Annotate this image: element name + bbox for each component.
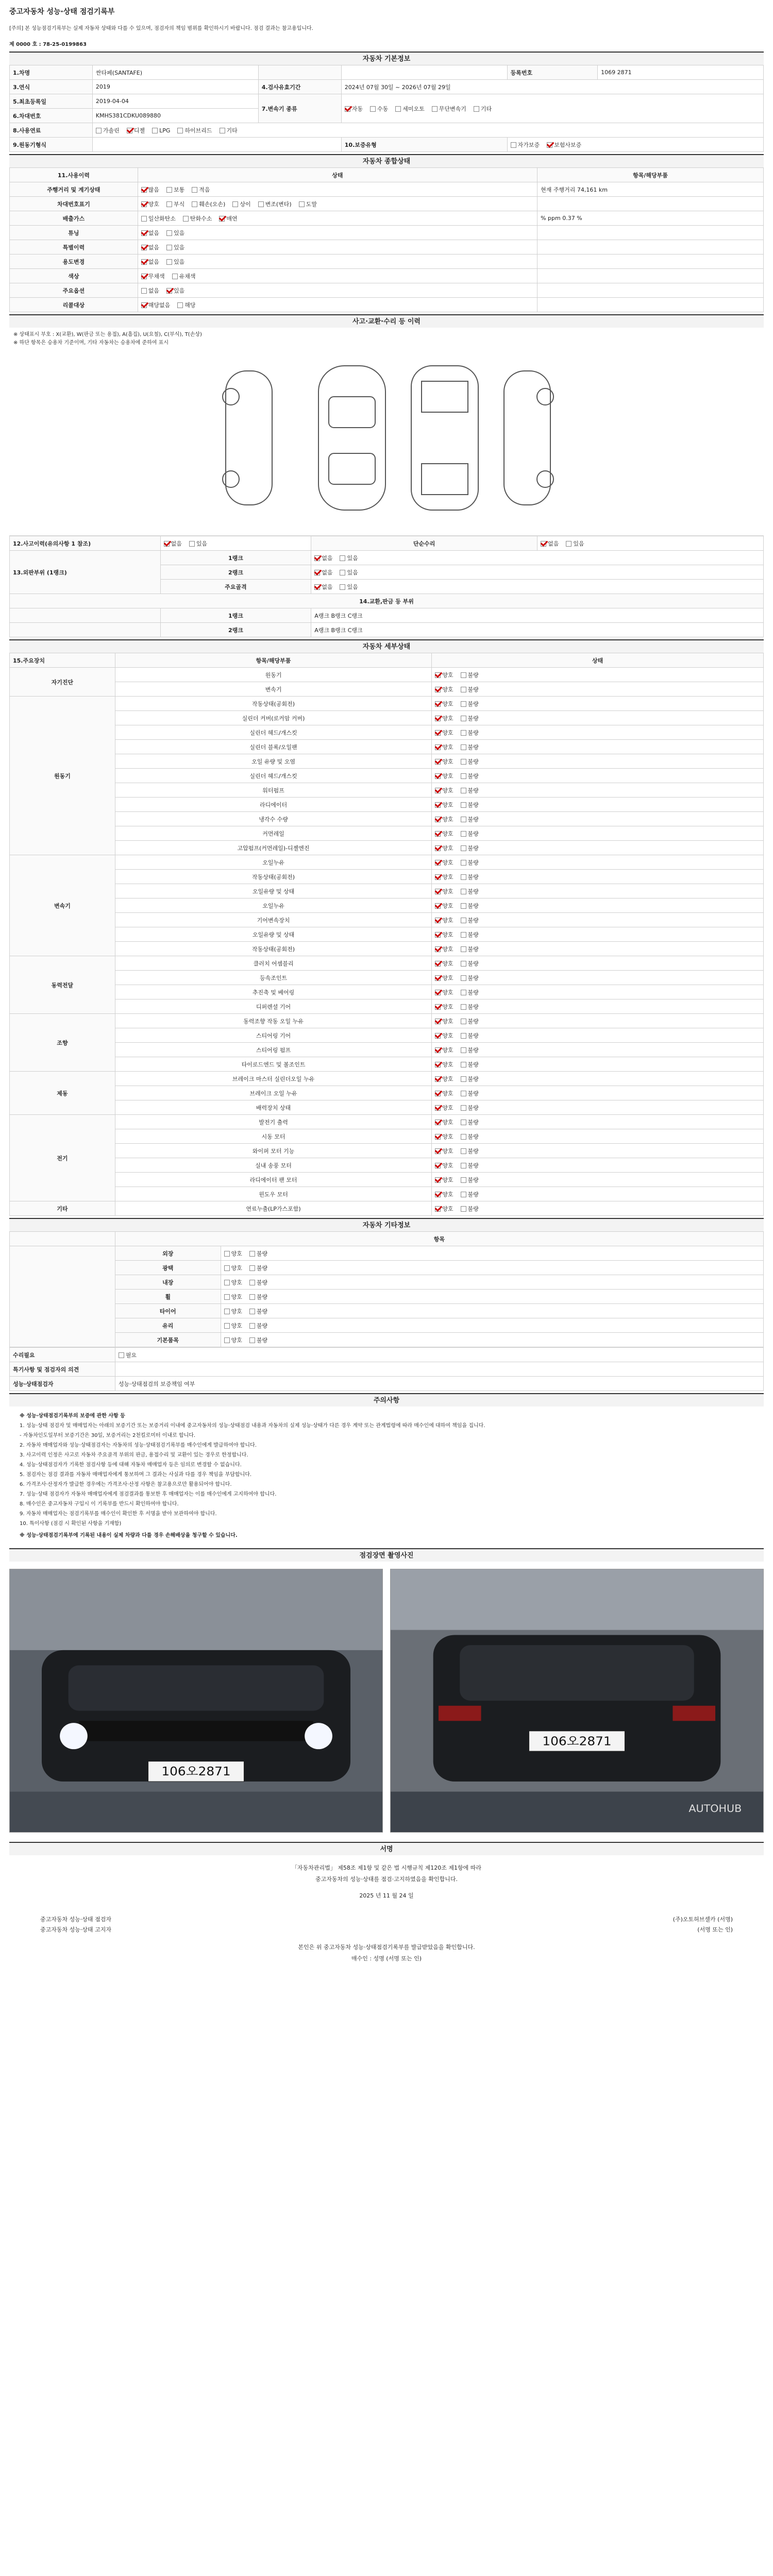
table-row: 차대번호표기 양호 부식 훼손(오손) 상이 변조(변타) 도말 [10, 197, 764, 211]
table-row: 추진축 및 베어링 양호 불량 [10, 985, 764, 999]
table-row: 동력전달 클러치 어셈블리 양호 불량 [10, 956, 764, 971]
year-value: 2019 [92, 80, 258, 94]
guarantee-options: 자가보증 보험사보증 [507, 138, 763, 152]
table-row: 타이어 양호 불량 [10, 1304, 764, 1318]
table-row: 브레이크 오일 누유 양호 불량 [10, 1086, 764, 1100]
table-row: 배출가스 일산화탄소 탄화수소 매연 % ppm 0.37 % [10, 211, 764, 226]
car-name-value: 싼타페(SANTAFE) [92, 65, 258, 80]
table-row: 주요옵션 없음 있음 [10, 283, 764, 298]
year-label: 3.연식 [10, 80, 93, 94]
car-outline-icon [9, 350, 764, 526]
section-sign: 서명 [9, 1842, 764, 1855]
document-title: 중고자동차 성능·상태 점검기록부 [9, 8, 115, 16]
fuel-options: 가솔린 디젤 LPG 하이브리드 기타 [92, 123, 763, 138]
table-row: 원동기 작동상태(공회전) 양호 불량 [10, 697, 764, 711]
plate-value: 1069 2871 [598, 65, 764, 80]
trans-label: 7.변속기 종류 [258, 94, 341, 123]
table-row: 스티어링 펌프 양호 불량 [10, 1043, 764, 1057]
table-row: 윈도우 모터 양호 불량 [10, 1187, 764, 1201]
table-row: 기타 연료누출(LP가스포함) 양호 불량 [10, 1201, 764, 1216]
car-name-label: 1.차명 [10, 65, 93, 80]
col-header: 11.사용이력 [10, 168, 138, 182]
col-header: 항목/해당부품 [537, 168, 764, 182]
notes-list: ※ 성능·상태점검기록부의 보증에 관한 사항 등 1. 성능·상태 점검자 및 매매업자는 아래의 보증기간 또는 보증거리 이내에 중고자동차의 성능·상태점검 내용과 자동차의 실제 성능·상태가 다른 경우 계약 또는 관계법령에 따라 매수인에 대하여 책임을 집니다. - 자동차인도일부터 보증기간은 30일, 보증거리는 2천킬로미터 이내로 합니다. 2. 자동차 매매업자와 성능·상태점검자는 자동차의 성능·상태점검기록부를 매수인에게 발급하여야 합니다. 3. 사고이력 인정은 사고로 자동차 주요골격 부위의 판금, 용접수리 및 교환이 있는 경우로 한정합니다. 4. 성능·상태점검자가 기록한 점검사항 등에 대해 자동차 매매업자 등은 임의로 변경할 수 없습니다. 5. 점검자는 점검 결과를 자동차 매매업자에게 통보하며 그 결과는 사실과 다를 경우 책임을 부담합니다. 6. 가격조사·산정자가 발급한 경우에는 가격조사·산정 사항은 참고용으로만 활용되어야 합니다. 7. 성능·상태 점검자가 자동차 매매업자에게 점검결과를 통보한 후 매매업자는 이를 매수인에게 고지하여야 합니다. 8. 매수인은 중고자동차 구입시 이 기록부를 반드시 확인하여야 합니다. 9. 자동차 매매업자는 점검기록부를 매수인이 확인한 후 서명을 받아 보관하여야 합니다. 10. 특이사항 (점검 시 확인된 사항을 기재함) ※ 성능·상태점검기록부에 기록된 내용이 실제 차량과 다를 경우 손해배상을 청구할 수 있습니다. [20, 1413, 485, 1538]
checkbox[interactable] [474, 106, 479, 112]
table-row: 오일유량 및 상태 양호 불량 [10, 927, 764, 942]
table-row: 디퍼렌셜 기어 양호 불량 [10, 999, 764, 1014]
table-row: 라디에이터 팬 모터 양호 불량 [10, 1173, 764, 1187]
table-row: 기어변속장치 양호 불량 [10, 913, 764, 927]
table-row: 실린더 헤드/개스킷 양호 불량 [10, 725, 764, 740]
plate-label: 등록번호 [507, 65, 598, 80]
front-car-photo [9, 1569, 383, 1833]
table-row: 워터펌프 양호 불량 [10, 783, 764, 798]
table-row: 조향 동력조향 작동 오일 누유 양호 불량 [10, 1014, 764, 1028]
table-row: 색상 무채색 유채색 [10, 269, 764, 283]
checkbox[interactable] [432, 106, 438, 112]
table-row: 전기 발전기 출력 양호 불량 [10, 1115, 764, 1129]
etc-footer-table: 수리필요 필요 특기사항 및 점검자의 의견 성능·상태점검자 성능·상태점검의 보증책임 여부 [9, 1347, 764, 1391]
table-row: 변속기 오일누유 양호 불량 [10, 855, 764, 870]
notice-text: [주의] 본 성능점검기록부는 실제 자동차 상태와 다를 수 있으며, 점검자의 책임 범위를 확인하시기 바랍니다. 점검 결과는 참고용입니다. [9, 26, 313, 31]
table-row: 용도변경 없음 있음 [10, 255, 764, 269]
table-row: 오일누유 양호 불량 [10, 899, 764, 913]
table-row: 스티어링 기어 양호 불량 [10, 1028, 764, 1043]
table-row: 실내 송풍 모터 양호 불량 [10, 1158, 764, 1173]
table-row: 기본품목 양호 불량 [10, 1333, 764, 1347]
document-number: 제 0000 호 : 78-25-0199863 [9, 42, 87, 47]
first-reg-value: 2019-04-04 [92, 94, 258, 109]
checkbox[interactable] [395, 106, 401, 112]
table-row: 특별이력 없음 있음 [10, 240, 764, 255]
checkbox[interactable] [127, 128, 132, 133]
checkbox[interactable] [152, 128, 158, 133]
table-row: 광택 양호 불량 [10, 1261, 764, 1275]
table-row: 냉각수 수량 양호 불량 [10, 812, 764, 826]
svg-text:106오2871: 106오2871 [161, 1764, 231, 1778]
etc-table: 항목 외장 양호 불량 광택 양호 불량 내장 양호 불량 휠 양호 불량 타이어 양호 불량 유리 양호 불량 기본품목 양호 불량 [9, 1231, 764, 1347]
col-header: 상태 [138, 168, 537, 182]
table-row: 유리 양호 불량 [10, 1318, 764, 1333]
checkbox[interactable] [511, 142, 516, 148]
checkbox[interactable] [547, 142, 552, 148]
table-row: 실린더 커버(로커암 커버) 양호 불량 [10, 711, 764, 725]
period-label: 4.검사유효기간 [258, 80, 341, 94]
inspection-photos [9, 1562, 764, 1840]
table-row: 튜닝 없음 있음 [10, 226, 764, 240]
vin-label: 6.차대번호 [10, 109, 93, 123]
first-reg-label: 5.최초등록일 [10, 94, 93, 109]
svg-text:106오2871: 106오2871 [542, 1734, 612, 1749]
section-damage: 사고·교환·수리 등 이력 [9, 314, 764, 328]
table-row: 주행거리 및 계기상태 많음 보통 적음 현재 주행거리 74,161 km [10, 182, 764, 197]
table-row: 작동상태(공회전) 양호 불량 [10, 942, 764, 956]
fuel-label: 8.사용연료 [10, 123, 93, 138]
damage-legend: ※ 상태표시 부호 : X(교환), W(판금 또는 용접), A(흠집), U(요철), C(부식), T(손상) ※ 하단 항목은 승용차 기준이며, 기타 자동차는 승용차에 준하여 표시 [13, 332, 202, 346]
checkbox[interactable] [96, 128, 102, 133]
engine-type-value [92, 138, 341, 152]
trans-options: 자동 수동 세미오토 무단변속기 기타 [341, 94, 763, 123]
summary-table [9, 167, 764, 312]
svg-text:AUTOHUB: AUTOHUB [688, 1802, 742, 1815]
section-notes: 주의사항 [9, 1393, 764, 1406]
inspector-sign-row: 중고자동차 성능·상태 점검자 (주)오토허브셀카 (서명) [40, 1916, 733, 1923]
engine-type-label: 9.원동기형식 [10, 138, 93, 152]
table-row: 실린더 헤드/개스킷 양호 불량 [10, 769, 764, 783]
table-row: 실린더 블록/오일팬 양호 불량 [10, 740, 764, 754]
checkbox[interactable] [220, 128, 225, 133]
table-row: 작동상태(공회전) 양호 불량 [10, 870, 764, 884]
buyer-confirm: 본인은 위 중고자동차 성능·상태점검기록부를 발급받았음을 확인합니다. 매수인 : 성명 (서명 또는 인) [298, 1944, 475, 1962]
vin-value: KMHS381CDKU089880 [92, 109, 258, 123]
table-row: 변속기 양호 불량 [10, 682, 764, 697]
section-etc: 자동차 기타정보 [9, 1218, 764, 1231]
table-row: 라디에이터 양호 불량 [10, 798, 764, 812]
table-row: 오일유량 및 상태 양호 불량 [10, 884, 764, 899]
damage-table: 12.사고이력(유의사항 1 참조) 없음 있음 단순수리 없음 있음 13.외판부위 (1랭크) 1랭크 없음 있음 2랭크 없음 있음 주요골격 없음 있음 14.교환,판금 등 부위 1랭크 A랭크 B랭크 C랭크 2랭크 A랭크 B랭크 C랭크 [9, 536, 764, 637]
checkbox[interactable] [345, 106, 350, 112]
section-summary: 자동차 종합상태 [9, 154, 764, 167]
table-row: 외장 양호 불량 [10, 1246, 764, 1261]
table-row: 와이퍼 모터 기능 양호 불량 [10, 1144, 764, 1158]
table-row: 리콜대상 해당없음 해당 [10, 298, 764, 312]
section-photos: 점검장면 촬영사진 [9, 1548, 764, 1562]
guarantee-label: 10.보증유형 [341, 138, 507, 152]
table-row: 내장 양호 불량 [10, 1275, 764, 1290]
car-diagram [9, 350, 764, 536]
table-row: 등속조인트 양호 불량 [10, 971, 764, 985]
checkbox[interactable] [370, 106, 376, 112]
table-row: 오일 유량 및 오염 양호 불량 [10, 754, 764, 769]
rear-car-photo [390, 1569, 764, 1833]
table-row: 타이로드엔드 및 볼조인트 양호 불량 [10, 1057, 764, 1072]
table-row: 자기진단 원동기 양호 불량 [10, 668, 764, 682]
table-row: 제동 브레이크 마스터 실린더오일 누유 양호 불량 [10, 1072, 764, 1086]
basic-info-table [9, 65, 764, 152]
table-row: 시동 모터 양호 불량 [10, 1129, 764, 1144]
section-details: 자동차 세부상태 [9, 639, 764, 653]
table-row: 고압펌프(커먼레일)-디젤엔진 양호 불량 [10, 841, 764, 855]
checkbox[interactable] [177, 128, 183, 133]
table-row: 휠 양호 불량 [10, 1290, 764, 1304]
section-basic-info: 자동차 기본정보 [9, 52, 764, 65]
period-value: 2024년 07월 30일 ~ 2026년 07월 29일 [341, 80, 763, 94]
table-row: 배력장치 상태 양호 불량 [10, 1100, 764, 1115]
notifier-sign-row: 중고자동차 성능·상태 고지자 (서명 또는 인) [40, 1926, 733, 1933]
table-row: 커먼레일 양호 불량 [10, 826, 764, 841]
signature-block: 「자동차관리법」 제58조 제1항 및 같은 법 시행규칙 제120조 제1항에 따라 중고자동차의 성능·상태를 점검·고지하였음을 확인합니다. 2025 년 11 월 24 일 [291, 1865, 482, 1899]
details-table: 15.주요장치 항목/해당부품 상태 자기진단 원동기 양호 불량 변속기 양호 불량 원동기 작동상태(공회전) 양호 불량 실린더 커버(로커암 커버) 양호 불량 실린더 헤드/개스킷 양호 불량 실린더 블록/오일팬 양호 불량 오일 유량 및 오염 양호 불량 실린더 헤드/개스킷 양호 불량 워터펌프 양호 불량 라디에이터 양호 불량 냉각수 수량 양호 불량 커먼레일 양호 불량 고압펌프(커먼레일)-디젤엔진 양호 불량 변속기 오일누유 양호 불량 작동상태(공회전) 양호 불량 오일유량 및 상태 양호 불량 오일누유 양호 불량 기어변속장치 양호 불량 오일유량 및 상태 양호 불량 작동상태(공회전) 양호 불량 동력전달 클러치 어셈블리 양호 불량 등속조인트 양호 불량 추진축 및 베어링 양호 불량 디퍼렌셜 기어 양호 불량 조향 동력조향 작동 오일 누유 양호 불량 스티어링 기어 양호 불량 스티어링 펌프 양호 불량 타이로드엔드 및 볼조인트 양호 불량 제동 브레이크 마스터 실린더오일 누유 양호 불량 브레이크 오일 누유 양호 불량 배력장치 상태 양호 불량 전기 발전기 출력 양호 불량 시동 모터 양호 불량 와이퍼 모터 기능 양호 불량 실내 송풍 모터 양호 불량 라디에이터 팬 모터 양호 불량 윈도우 모터 양호 불량 기타 연료누출(LP가스포함) 양호 불량 [9, 653, 764, 1216]
